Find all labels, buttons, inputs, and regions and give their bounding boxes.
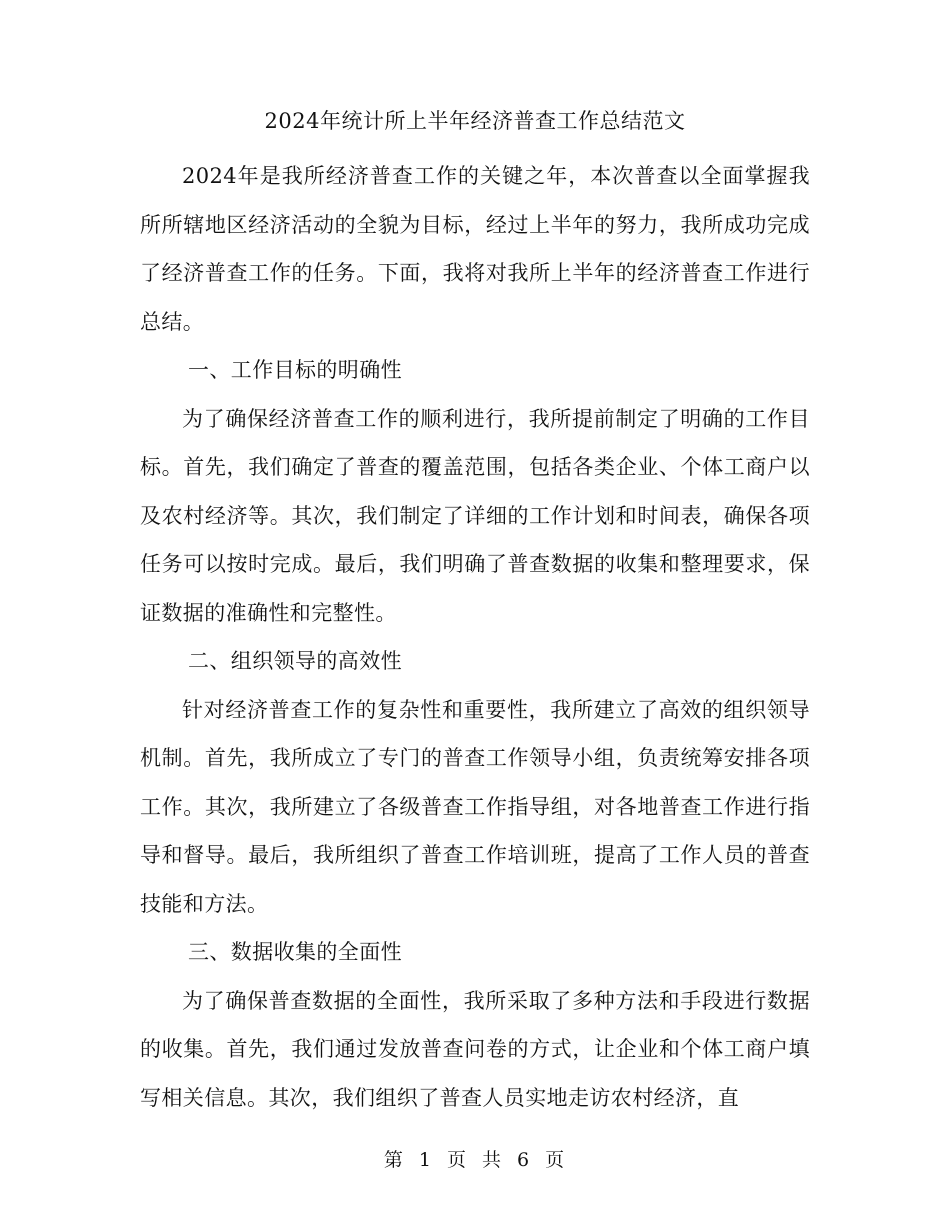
section-3-paragraph: 为了确保普查数据的全面性，我所采取了多种方法和手段进行数据的收集。首先，我们通过发放普查问卷的方式，让企业和个体工商户填写相关信息。其次，我们组织了普查人员实地走访农村经济，直 (140, 988, 810, 1110)
section-2-paragraph: 针对经济普查工作的复杂性和重要性，我所建立了高效的组织领导机制。首先，我所成立了专门的普查工作领导小组，负责统筹安排各项工作。其次，我所建立了各级普查工作指导组，对各地普查工作进行指导和督导。最后，我所组织了普查工作培训班，提高了工作人员的普查技能和方法。 (140, 697, 810, 916)
section-heading-3: 三、数据收集的全面性 (188, 940, 402, 964)
document-title: 2024年统计所上半年经济普查工作总结范文 (264, 109, 686, 133)
intro-paragraph: 2024年是我所经济普查工作的关键之年，本次普查以全面掌握我所所辖地区经济活动的全貌为目标，经过上半年的努力，我所成功完成了经济普查工作的任务。下面，我将对我所上半年的经济普查工作进行总结。 (140, 164, 810, 334)
page-number-footer: 第 1 页 共 6 页 (383, 1149, 567, 1171)
document-body (140, 152, 810, 1122)
section-heading-2: 二、组织领导的高效性 (188, 649, 402, 673)
section-heading-1: 一、工作目标的明确性 (188, 358, 402, 382)
section-1-paragraph: 为了确保经济普查工作的顺利进行，我所提前制定了明确的工作目标。首先，我们确定了普查的覆盖范围，包括各类企业、个体工商户以及农村经济等。其次，我们制定了详细的工作计划和时间表，确保各项任务可以按时完成。最后，我们明确了普查数据的收集和整理要求，保证数据的准确性和完整性。 (140, 406, 810, 625)
